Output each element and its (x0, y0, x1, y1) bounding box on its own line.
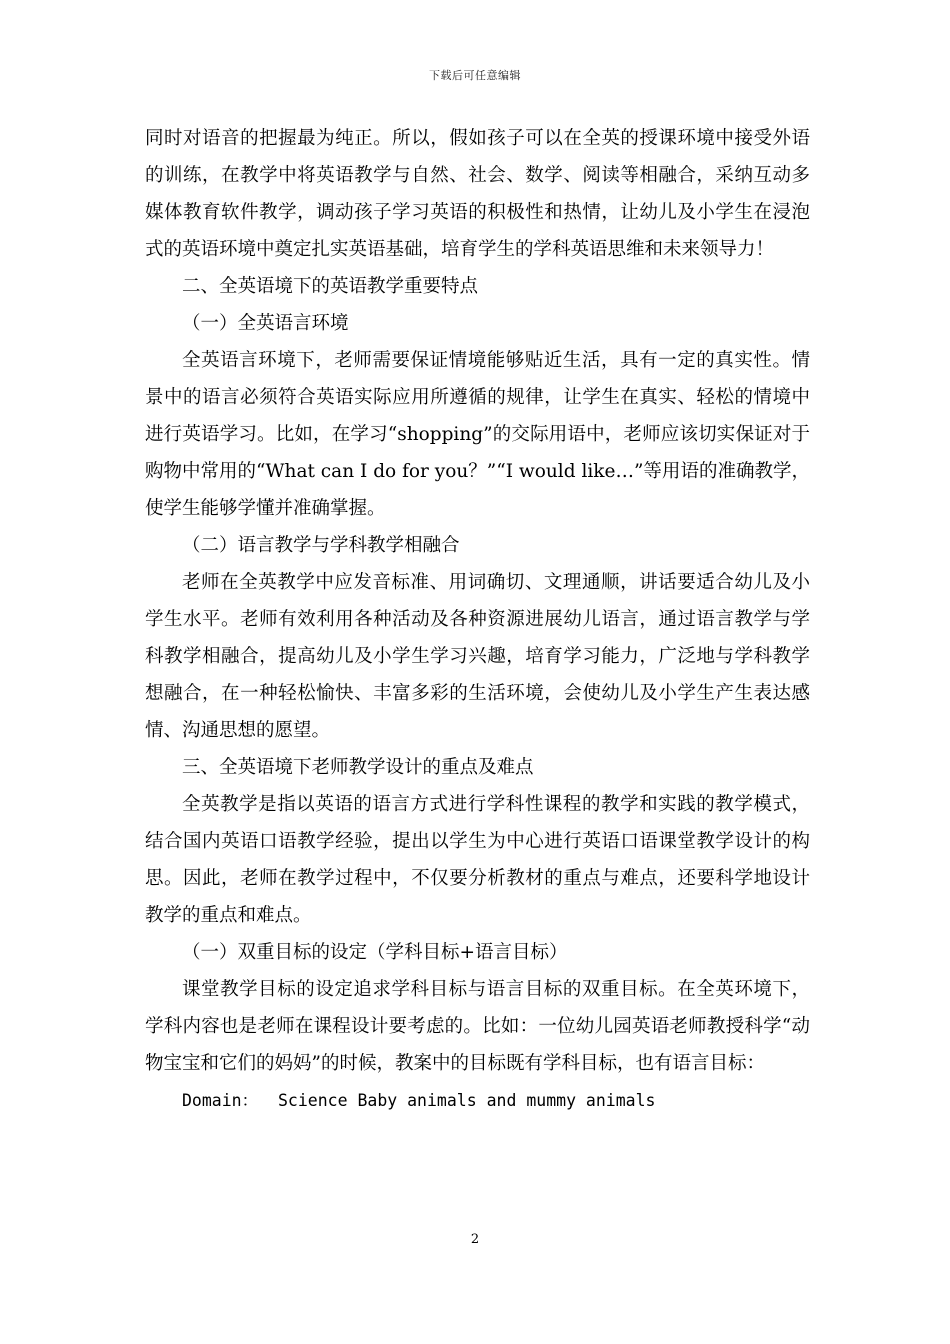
paragraph-dual-goals: 课堂教学目标的设定追求学科目标与语言目标的双重目标。在全英环境下，学科内容也是老师在课程设计要考虑的。比如：一位幼儿园英语老师教授科学“动物宝宝和它们的妈妈”的时候，教案中的目标既有学科目标，也有语言目标： (145, 979, 810, 1074)
section-heading-3: 三、全英语境下老师教学设计的重点及难点 (182, 757, 534, 778)
domain-value: Science Baby animals and mummy animals (277, 1091, 656, 1110)
subsection-heading-2-1: （一）全英语言环境 (182, 313, 349, 334)
section-heading-2: 二、全英语境下的英语教学重要特点 (182, 276, 479, 297)
domain-label: Domain： (182, 1091, 259, 1110)
document-body (145, 120, 810, 1119)
page-header: 下载后可任意编辑 (429, 69, 521, 82)
domain-line (145, 1082, 810, 1119)
paragraph-teaching-design: 全英教学是指以英语的语言方式进行学科性课程的教学和实践的教学模式，结合国内英语口语教学经验，提出以学生为中心进行英语口语课堂教学设计的构思。因此，老师在教学过程中，不仅要分析教材的重点与难点，还要科学地设计教学的重点和难点。 (145, 794, 810, 926)
paragraph-integration: 老师在全英教学中应发音标准、用词确切、文理通顺，讲话要适合幼儿及小学生水平。老师有效利用各种活动及各种资源进展幼儿语言，通过语言教学与学科教学相融合，提高幼儿及小学生学习兴趣，培育学习能力，广泛地与学科教学想融合，在一种轻松愉快、丰富多彩的生活环境，会使幼儿及小学生产生表达感情、沟通思想的愿望。 (145, 572, 810, 741)
page-number: 2 (470, 1232, 480, 1247)
subsection-heading-3-1: （一）双重目标的设定（学科目标+语言目标） (182, 942, 568, 963)
paragraph-language-environment: 全英语言环境下，老师需要保证情境能够贴近生活，具有一定的真实性。情景中的语言必须符合英语实际应用所遵循的规律，让学生在真实、轻松的情境中进行英语学习。比如，在学习“shopping”的交际用语中，老师应该切实保证对于购物中常用的“What can I do for you？”“I would like…”等用语的准确教学，使学生能够学懂并准确掌握。 (145, 350, 810, 519)
subsection-heading-2-2: （二）语言教学与学科教学相融合 (182, 535, 460, 556)
paragraph-continuation: 同时对语音的把握最为纯正。所以，假如孩子可以在全英的授课环境中接受外语的训练，在教学中将英语教学与自然、社会、数学、阅读等相融合，采纳互动多媒体教育软件教学，调动孩子学习英语的积极性和热情，让幼儿及小学生在浸泡式的英语环境中奠定扎实英语基础，培育学生的学科英语思维和未来领导力！ (145, 128, 810, 260)
